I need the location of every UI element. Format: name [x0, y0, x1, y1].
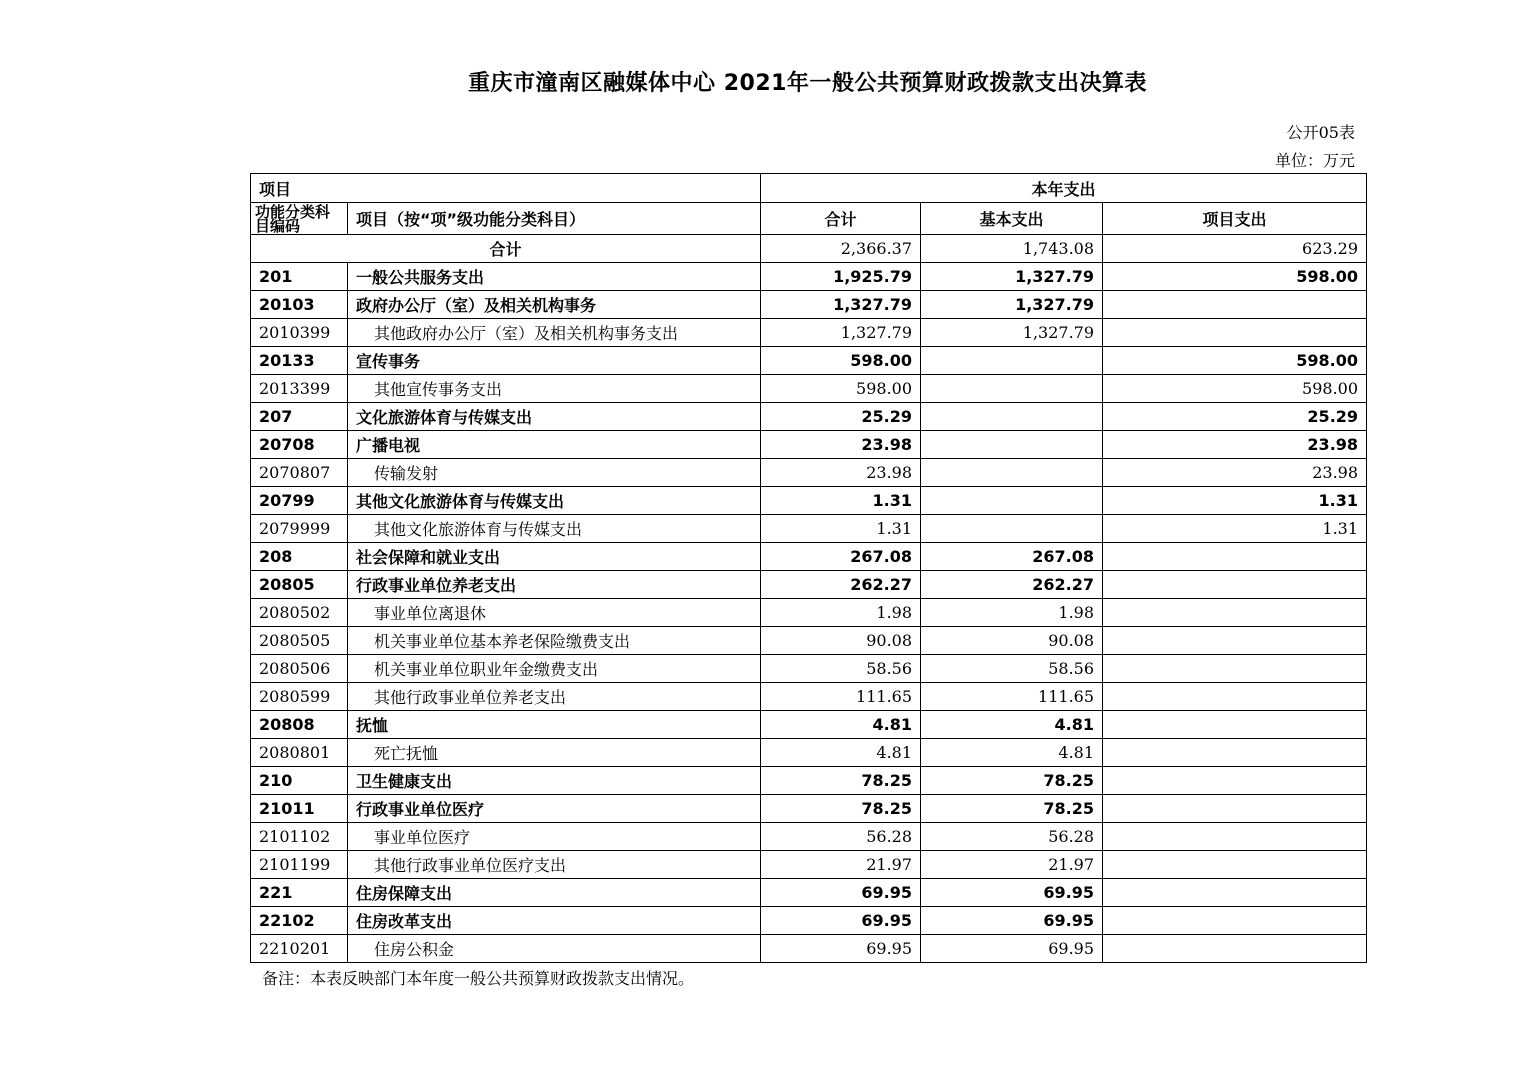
- table-row: [251, 291, 1367, 319]
- row-project: [1103, 907, 1367, 935]
- header-current-year: 本年支出: [761, 174, 1367, 203]
- table-row: [251, 795, 1367, 823]
- row-code: 20805: [251, 571, 348, 599]
- row-name: 文化旅游体育与传媒支出: [348, 403, 761, 431]
- row-basic: [921, 375, 1103, 403]
- row-basic: 1,327.79: [921, 319, 1103, 347]
- row-basic: 4.81: [921, 739, 1103, 767]
- row-project: [1103, 851, 1367, 879]
- row-total: 1.31: [761, 487, 921, 515]
- row-name: 卫生健康支出: [348, 767, 761, 795]
- row-project: [1103, 823, 1367, 851]
- row-name: 政府办公厅（室）及相关机构事务: [348, 291, 761, 319]
- row-basic: 69.95: [921, 879, 1103, 907]
- row-code: 2013399: [251, 375, 348, 403]
- row-total: 1,327.79: [761, 291, 921, 319]
- table-row: [251, 739, 1367, 767]
- row-total: 4.81: [761, 739, 921, 767]
- row-total: 21.97: [761, 851, 921, 879]
- expenditure-table: [250, 173, 1367, 963]
- row-name: 其他行政事业单位医疗支出: [348, 851, 761, 879]
- table-row: [251, 319, 1367, 347]
- row-basic: 78.25: [921, 767, 1103, 795]
- row-name: 其他政府办公厅（室）及相关机构事务支出: [348, 319, 761, 347]
- row-project: [1103, 291, 1367, 319]
- table-row: [251, 823, 1367, 851]
- row-project: [1103, 571, 1367, 599]
- row-name: 其他行政事业单位养老支出: [348, 683, 761, 711]
- row-project: [1103, 655, 1367, 683]
- row-total: 23.98: [761, 431, 921, 459]
- row-total: 262.27: [761, 571, 921, 599]
- unit-label: 单位：万元: [1274, 151, 1355, 170]
- row-name: 机关事业单位基本养老保险缴费支出: [348, 627, 761, 655]
- row-total: 1.98: [761, 599, 921, 627]
- row-total: 4.81: [761, 711, 921, 739]
- row-project: [1103, 795, 1367, 823]
- table-row: [251, 431, 1367, 459]
- row-code: 2101199: [251, 851, 348, 879]
- row-total: 78.25: [761, 767, 921, 795]
- row-basic: [921, 487, 1103, 515]
- row-basic: 69.95: [921, 907, 1103, 935]
- row-total: 90.08: [761, 627, 921, 655]
- row-project: [1103, 599, 1367, 627]
- row-name: 行政事业单位医疗: [348, 795, 761, 823]
- header-project: 项目支出: [1103, 203, 1367, 235]
- header-row-1: [251, 174, 1367, 203]
- row-project: 598.00: [1103, 263, 1367, 291]
- row-project: 25.29: [1103, 403, 1367, 431]
- row-code: 20808: [251, 711, 348, 739]
- row-project: [1103, 935, 1367, 963]
- row-total: 78.25: [761, 795, 921, 823]
- total-project: 623.29: [1103, 235, 1367, 263]
- row-name: 其他宣传事务支出: [348, 375, 761, 403]
- row-code: 22102: [251, 907, 348, 935]
- row-basic: 21.97: [921, 851, 1103, 879]
- row-project: [1103, 767, 1367, 795]
- row-total: 23.98: [761, 459, 921, 487]
- row-basic: 262.27: [921, 571, 1103, 599]
- row-total: 111.65: [761, 683, 921, 711]
- row-code: 21011: [251, 795, 348, 823]
- header-code: 功能分类科目编码: [251, 203, 348, 235]
- row-code: 2010399: [251, 319, 348, 347]
- header-total: 合计: [761, 203, 921, 235]
- header-basic: 基本支出: [921, 203, 1103, 235]
- row-name: 广播电视: [348, 431, 761, 459]
- table-row: [251, 907, 1367, 935]
- table-row: [251, 487, 1367, 515]
- row-project: 1.31: [1103, 515, 1367, 543]
- row-name: 死亡抚恤: [348, 739, 761, 767]
- table-row: [251, 879, 1367, 907]
- row-code: 2080505: [251, 627, 348, 655]
- row-code: 210: [251, 767, 348, 795]
- table-row: [251, 683, 1367, 711]
- table-row: [251, 935, 1367, 963]
- row-project: [1103, 683, 1367, 711]
- header-item: 项目: [251, 174, 761, 203]
- header-row-2: [251, 203, 1367, 235]
- row-name: 事业单位离退休: [348, 599, 761, 627]
- row-code: 2079999: [251, 515, 348, 543]
- table-row: [251, 599, 1367, 627]
- table-row: [251, 851, 1367, 879]
- row-total: 69.95: [761, 935, 921, 963]
- row-project: [1103, 319, 1367, 347]
- table-row: [251, 347, 1367, 375]
- row-name: 机关事业单位职业年金缴费支出: [348, 655, 761, 683]
- row-total: 1,925.79: [761, 263, 921, 291]
- table-row: [251, 375, 1367, 403]
- row-code: 20799: [251, 487, 348, 515]
- row-code: 207: [251, 403, 348, 431]
- table-row: [251, 571, 1367, 599]
- row-total: 267.08: [761, 543, 921, 571]
- row-basic: [921, 431, 1103, 459]
- row-basic: [921, 515, 1103, 543]
- row-basic: [921, 347, 1103, 375]
- row-name: 事业单位医疗: [348, 823, 761, 851]
- table-row: [251, 767, 1367, 795]
- row-total: 598.00: [761, 347, 921, 375]
- table-row: [251, 627, 1367, 655]
- row-project: 598.00: [1103, 347, 1367, 375]
- table-row: [251, 459, 1367, 487]
- row-project: [1103, 879, 1367, 907]
- row-code: 20133: [251, 347, 348, 375]
- row-basic: 1,327.79: [921, 263, 1103, 291]
- row-total: 56.28: [761, 823, 921, 851]
- row-name: 宣传事务: [348, 347, 761, 375]
- row-code: 201: [251, 263, 348, 291]
- row-name: 传输发射: [348, 459, 761, 487]
- row-name: 行政事业单位养老支出: [348, 571, 761, 599]
- row-name: 抚恤: [348, 711, 761, 739]
- row-code: 2080599: [251, 683, 348, 711]
- row-project: 1.31: [1103, 487, 1367, 515]
- row-total: 58.56: [761, 655, 921, 683]
- total-total: 2,366.37: [761, 235, 921, 263]
- row-name: 社会保障和就业支出: [348, 543, 761, 571]
- row-basic: 56.28: [921, 823, 1103, 851]
- row-project: [1103, 543, 1367, 571]
- row-code: 221: [251, 879, 348, 907]
- row-basic: 90.08: [921, 627, 1103, 655]
- row-name: 住房保障支出: [348, 879, 761, 907]
- table-row: [251, 543, 1367, 571]
- table-row: [251, 263, 1367, 291]
- row-basic: [921, 403, 1103, 431]
- row-basic: 78.25: [921, 795, 1103, 823]
- row-basic: [921, 459, 1103, 487]
- table-row: [251, 711, 1367, 739]
- table-row: [251, 403, 1367, 431]
- row-code: 20708: [251, 431, 348, 459]
- row-code: 2070807: [251, 459, 348, 487]
- total-label: 合计: [251, 235, 761, 263]
- row-code: 208: [251, 543, 348, 571]
- row-basic: 1,327.79: [921, 291, 1103, 319]
- row-code: 20103: [251, 291, 348, 319]
- row-basic: 267.08: [921, 543, 1103, 571]
- row-code: 2080506: [251, 655, 348, 683]
- row-total: 69.95: [761, 879, 921, 907]
- row-project: 598.00: [1103, 375, 1367, 403]
- row-total: 598.00: [761, 375, 921, 403]
- row-code: 2210201: [251, 935, 348, 963]
- row-code: 2101102: [251, 823, 348, 851]
- header-name: 项目（按“项”级功能分类科目）: [348, 203, 761, 235]
- row-basic: 58.56: [921, 655, 1103, 683]
- total-row: [251, 235, 1367, 263]
- row-basic: 1.98: [921, 599, 1103, 627]
- row-project: [1103, 711, 1367, 739]
- row-code: 2080502: [251, 599, 348, 627]
- table-row: [251, 515, 1367, 543]
- row-total: 1.31: [761, 515, 921, 543]
- row-project: [1103, 739, 1367, 767]
- footnote: 备注：本表反映部门本年度一般公共预算财政拨款支出情况。: [262, 969, 695, 988]
- table-row: [251, 655, 1367, 683]
- row-name: 其他文化旅游体育与传媒支出: [348, 487, 761, 515]
- row-basic: 4.81: [921, 711, 1103, 739]
- total-basic: 1,743.08: [921, 235, 1103, 263]
- row-name: 住房公积金: [348, 935, 761, 963]
- page-title: 重庆市潼南区融媒体中心 2021年一般公共预算财政拨款支出决算表: [468, 71, 1147, 96]
- row-project: 23.98: [1103, 431, 1367, 459]
- row-basic: 111.65: [921, 683, 1103, 711]
- form-number: 公开05表: [1286, 123, 1355, 142]
- row-total: 69.95: [761, 907, 921, 935]
- row-name: 住房改革支出: [348, 907, 761, 935]
- row-project: 23.98: [1103, 459, 1367, 487]
- row-code: 2080801: [251, 739, 348, 767]
- row-total: 25.29: [761, 403, 921, 431]
- row-name: 其他文化旅游体育与传媒支出: [348, 515, 761, 543]
- row-project: [1103, 627, 1367, 655]
- row-total: 1,327.79: [761, 319, 921, 347]
- row-name: 一般公共服务支出: [348, 263, 761, 291]
- row-basic: 69.95: [921, 935, 1103, 963]
